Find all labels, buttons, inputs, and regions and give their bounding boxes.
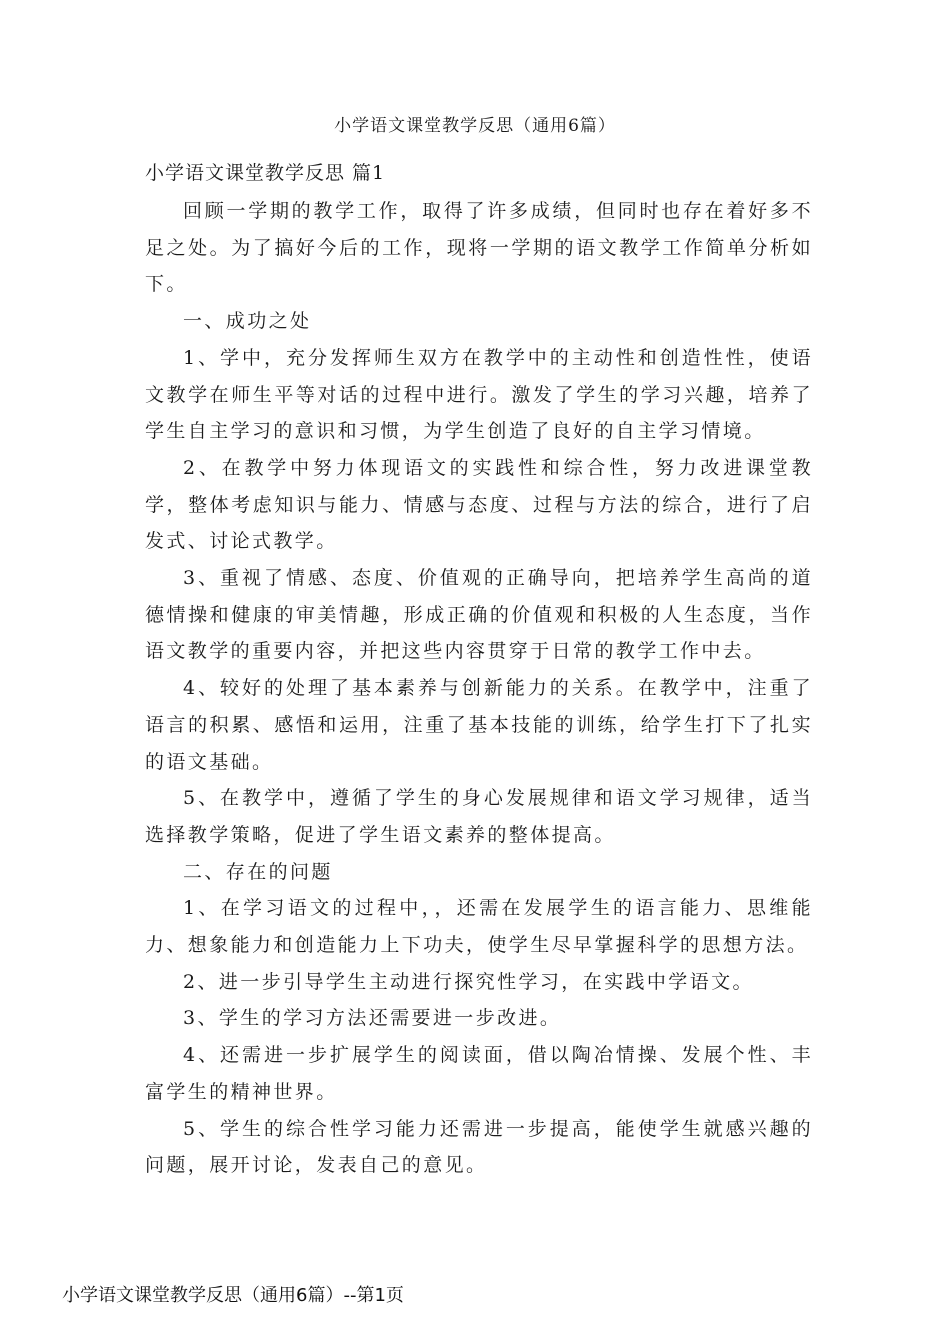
paragraph-problem-5: 5、学生的综合性学习能力还需进一步提高，能使学生就感兴趣的问题，展开讨论，发表自己的意见。 (145, 1117, 813, 1177)
paragraph-success-1: 1、学中，充分发挥师生双方在教学中的主动性和创造性性，使语文教学在师生平等对话的过程中进行。激发了学生的学习兴趣，培养了学生自主学习的意识和习惯，为学生创造了良好的自主学习情境。 (145, 346, 813, 443)
paragraph-problem-3: 3、学生的学习方法还需要进一步改进。 (183, 1007, 562, 1030)
subheading-successes: 一、成功之处 (183, 310, 312, 333)
paragraph-success-2: 2、在教学中努力体现语文的实践性和综合性，努力改进课堂教学，整体考虑知识与能力、情感与态度、过程与方法的综合，进行了启发式、讨论式教学。 (145, 456, 813, 553)
document-body (145, 193, 813, 1184)
document-title: 小学语文课堂教学反思（通用6篇） (334, 116, 616, 136)
paragraph-problem-2: 2、进一步引导学生主动进行探究性学习，在实践中学语文。 (183, 970, 754, 993)
paragraph-success-3: 3、重视了情感、态度、价值观的正确导向，把培养学生高尚的道德情操和健康的审美情趣，形成正确的价值观和积极的人生态度，当作语文教学的重要内容，并把这些内容贯穿于日常的教学工作中去。 (145, 567, 813, 663)
paragraph-success-4: 4、较好的处理了基本素养与创新能力的关系。在教学中，注重了语言的积累、感悟和运用，注重了基本技能的训练，给学生打下了扎实的语文基础。 (145, 677, 813, 773)
paragraph-intro: 回顾一学期的教学工作，取得了许多成绩，但同时也存在着好多不足之处。为了搞好今后的工作，现将一学期的语文教学工作简单分析如下。 (145, 200, 813, 296)
page-footer: 小学语文课堂教学反思（通用6篇）--第1页 (62, 1285, 404, 1306)
subheading-problems: 二、存在的问题 (183, 860, 333, 883)
paragraph-problem-4: 4、还需进一步扩展学生的阅读面，借以陶冶情操、发展个性、丰富学生的精神世界。 (145, 1044, 813, 1103)
paragraph-problem-1: 1、在学习语文的过程中，，还需在发展学生的语言能力、思维能力、想象能力和创造能力上下功夫，使学生尽早掌握科学的思想方法。 (145, 897, 813, 957)
paragraph-success-5: 5、在教学中，遵循了学生的身心发展规律和语文学习规律，适当选择教学策略，促进了学生语文素养的整体提高。 (145, 787, 813, 846)
section-heading: 小学语文课堂教学反思 篇1 (145, 162, 386, 184)
